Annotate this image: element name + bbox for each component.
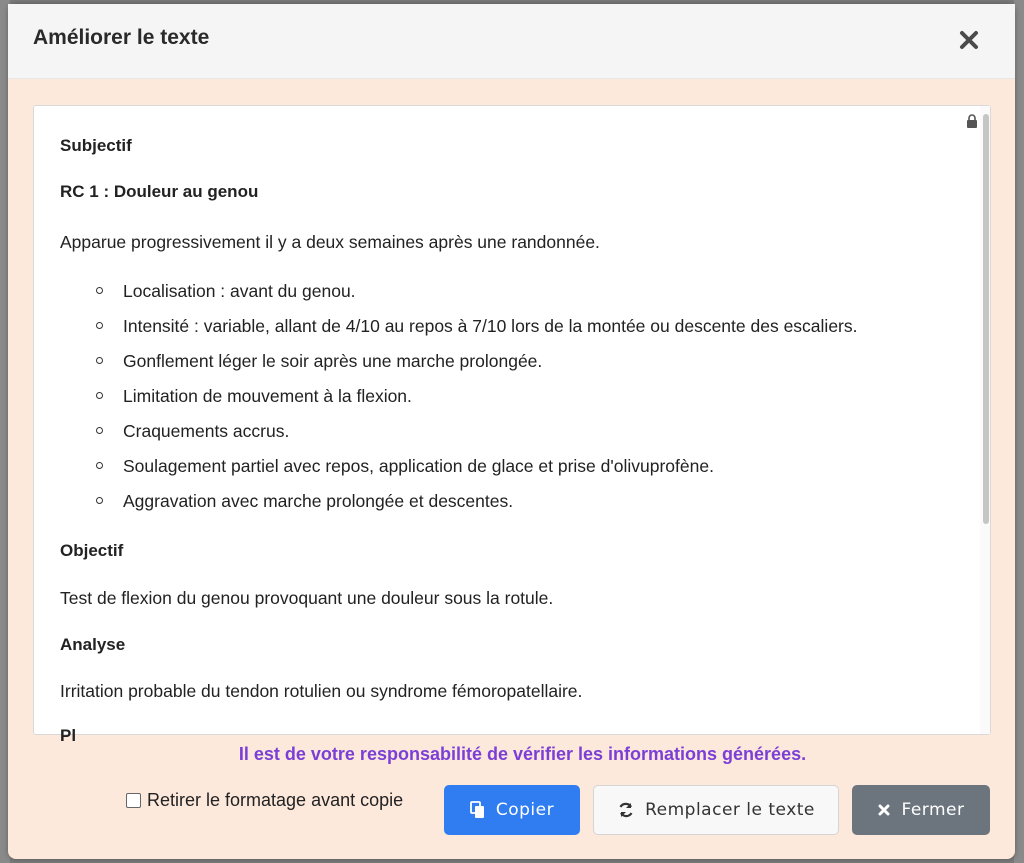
bullet-icon bbox=[96, 427, 103, 434]
section-heading-objectif: Objectif bbox=[60, 541, 124, 560]
list-item: Soulagement partiel avec repos, application de glace et prise d'olivuprofène. bbox=[60, 455, 858, 490]
content-scrollbar[interactable] bbox=[980, 106, 990, 734]
dialog-header bbox=[8, 4, 1015, 79]
scroll-thumb[interactable] bbox=[983, 114, 989, 524]
bullet-icon bbox=[96, 322, 103, 329]
bullet-icon bbox=[96, 357, 103, 364]
responsibility-disclaimer: Il est de votre responsabilité de vérifier les informations générées. bbox=[238, 744, 807, 764]
section-heading-subjectif: Subjectif bbox=[60, 136, 132, 155]
background-edge-right bbox=[1014, 0, 1024, 863]
objectif-text: Test de flexion du genou provoquant une douleur sous la rotule. bbox=[60, 588, 554, 608]
strip-formatting-checkbox[interactable] bbox=[126, 790, 403, 811]
close-button-label: Fermer bbox=[901, 800, 965, 820]
section-heading-plan-partial: Pl bbox=[60, 726, 77, 745]
bullet-icon bbox=[96, 287, 103, 294]
list-item: Gonflement léger le soir après une marche prolongée. bbox=[60, 350, 858, 385]
refresh-icon bbox=[617, 801, 635, 819]
list-item: Aggravation avec marche prolongée et descentes. bbox=[60, 490, 858, 525]
replace-text-button[interactable] bbox=[593, 785, 839, 835]
analyse-text: Irritation probable du tendon rotulien ou syndrome fémoropatellaire. bbox=[60, 681, 583, 701]
section-heading-analyse: Analyse bbox=[60, 635, 126, 654]
lock-icon bbox=[966, 114, 978, 128]
dialog-title: Améliorer le texte bbox=[33, 26, 210, 49]
copy-icon bbox=[470, 801, 486, 819]
list-item: Craquements accrus. bbox=[60, 420, 858, 455]
close-button[interactable] bbox=[852, 785, 990, 835]
replace-button-label: Remplacer le texte bbox=[645, 800, 815, 820]
improve-text-dialog bbox=[8, 4, 1015, 859]
checkbox-label: Retirer le formatage avant copie bbox=[147, 790, 404, 810]
copy-button[interactable] bbox=[444, 785, 580, 835]
list-item: Limitation de mouvement à la flexion. bbox=[60, 385, 858, 420]
section-heading-rc: RC 1 : Douleur au genou bbox=[60, 182, 259, 201]
list-item: Localisation : avant du genou. bbox=[60, 280, 858, 315]
generated-text-area[interactable] bbox=[33, 105, 991, 745]
bullet-icon bbox=[96, 497, 103, 504]
close-dialog-button[interactable] bbox=[955, 26, 983, 54]
close-icon bbox=[877, 803, 891, 817]
close-icon bbox=[955, 26, 983, 54]
bullet-icon bbox=[96, 462, 103, 469]
checkbox-input[interactable] bbox=[126, 793, 141, 808]
bullet-icon bbox=[96, 392, 103, 399]
symptom-list bbox=[60, 280, 858, 525]
list-item: Intensité : variable, allant de 4/10 au repos à 7/10 lors de la montée ou descente des escaliers. bbox=[60, 315, 858, 350]
copy-button-label: Copier bbox=[495, 800, 555, 820]
rc-intro-text: Apparue progressivement il y a deux semaines après une randonnée. bbox=[60, 232, 600, 252]
